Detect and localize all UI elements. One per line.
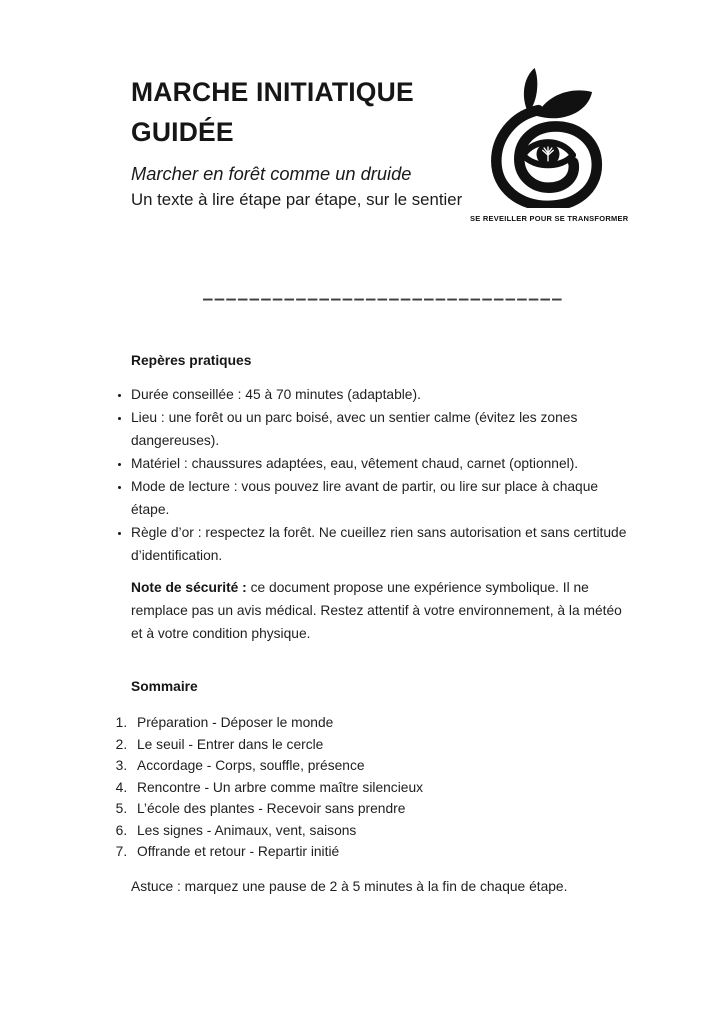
list-item: 2. Le seuil - Entrer dans le cercle — [131, 734, 628, 756]
brand-logo — [470, 64, 629, 223]
list-item: 6. Les signes - Animaux, vent, saisons — [131, 820, 628, 842]
list-item: 3. Accordage - Corps, souffle, présence — [131, 755, 628, 777]
safety-note-text: ce document propose une expérience symbolique. Il ne remplace pas un avis médical. Restez attentif à votre environnement, à la météo et à votre condition physique. — [131, 580, 622, 641]
document-title-line-1: MARCHE INITIATIQUE — [131, 77, 414, 107]
sommaire-numbered-list — [105, 712, 628, 863]
dashed-separator: ——————————————————————————————— — [203, 289, 564, 308]
list-item: 4. Rencontre - Un arbre comme maître silencieux — [131, 777, 628, 799]
subtitle-regular: Un texte à lire étape par étape, sur le sentier — [131, 190, 463, 209]
list-item: • Durée conseillée : 45 à 70 minutes (adaptable). — [131, 383, 628, 406]
document-title-line-2: GUIDÉE — [131, 117, 234, 147]
list-item: • Matériel : chaussures adaptées, eau, vêtement chaud, carnet (optionnel). — [131, 452, 628, 475]
subtitle-italic: Marcher en forêt comme un druide — [131, 163, 412, 184]
reperes-bullet-list — [110, 383, 628, 567]
section-heading-reperes: Repères pratiques — [131, 353, 252, 368]
tip-text: Astuce : marquez une pause de 2 à 5 minutes à la fin de chaque étape. — [131, 878, 568, 894]
safety-note — [131, 576, 628, 645]
brand-tagline: SE REVEILLER POUR SE TRANSFORMER — [470, 214, 629, 223]
list-item: 7. Offrande et retour - Repartir initié — [131, 841, 628, 863]
list-item: 5. L’école des plantes - Recevoir sans prendre — [131, 798, 628, 820]
list-item: • Mode de lecture : vous pouvez lire avant de partir, ou lire sur place à chaque étape. — [131, 475, 628, 521]
spiral-eye-tree-icon — [481, 64, 615, 208]
list-item: 1. Préparation - Déposer le monde — [131, 712, 628, 734]
section-heading-sommaire: Sommaire — [131, 679, 198, 694]
list-item: • Règle d’or : respectez la forêt. Ne cueillez rien sans autorisation et sans certitude d’identification. — [131, 521, 628, 567]
list-item: • Lieu : une forêt ou un parc boisé, avec un sentier calme (évitez les zones dangereuses). — [131, 406, 628, 452]
safety-note-label: Note de sécurité : — [131, 580, 247, 595]
